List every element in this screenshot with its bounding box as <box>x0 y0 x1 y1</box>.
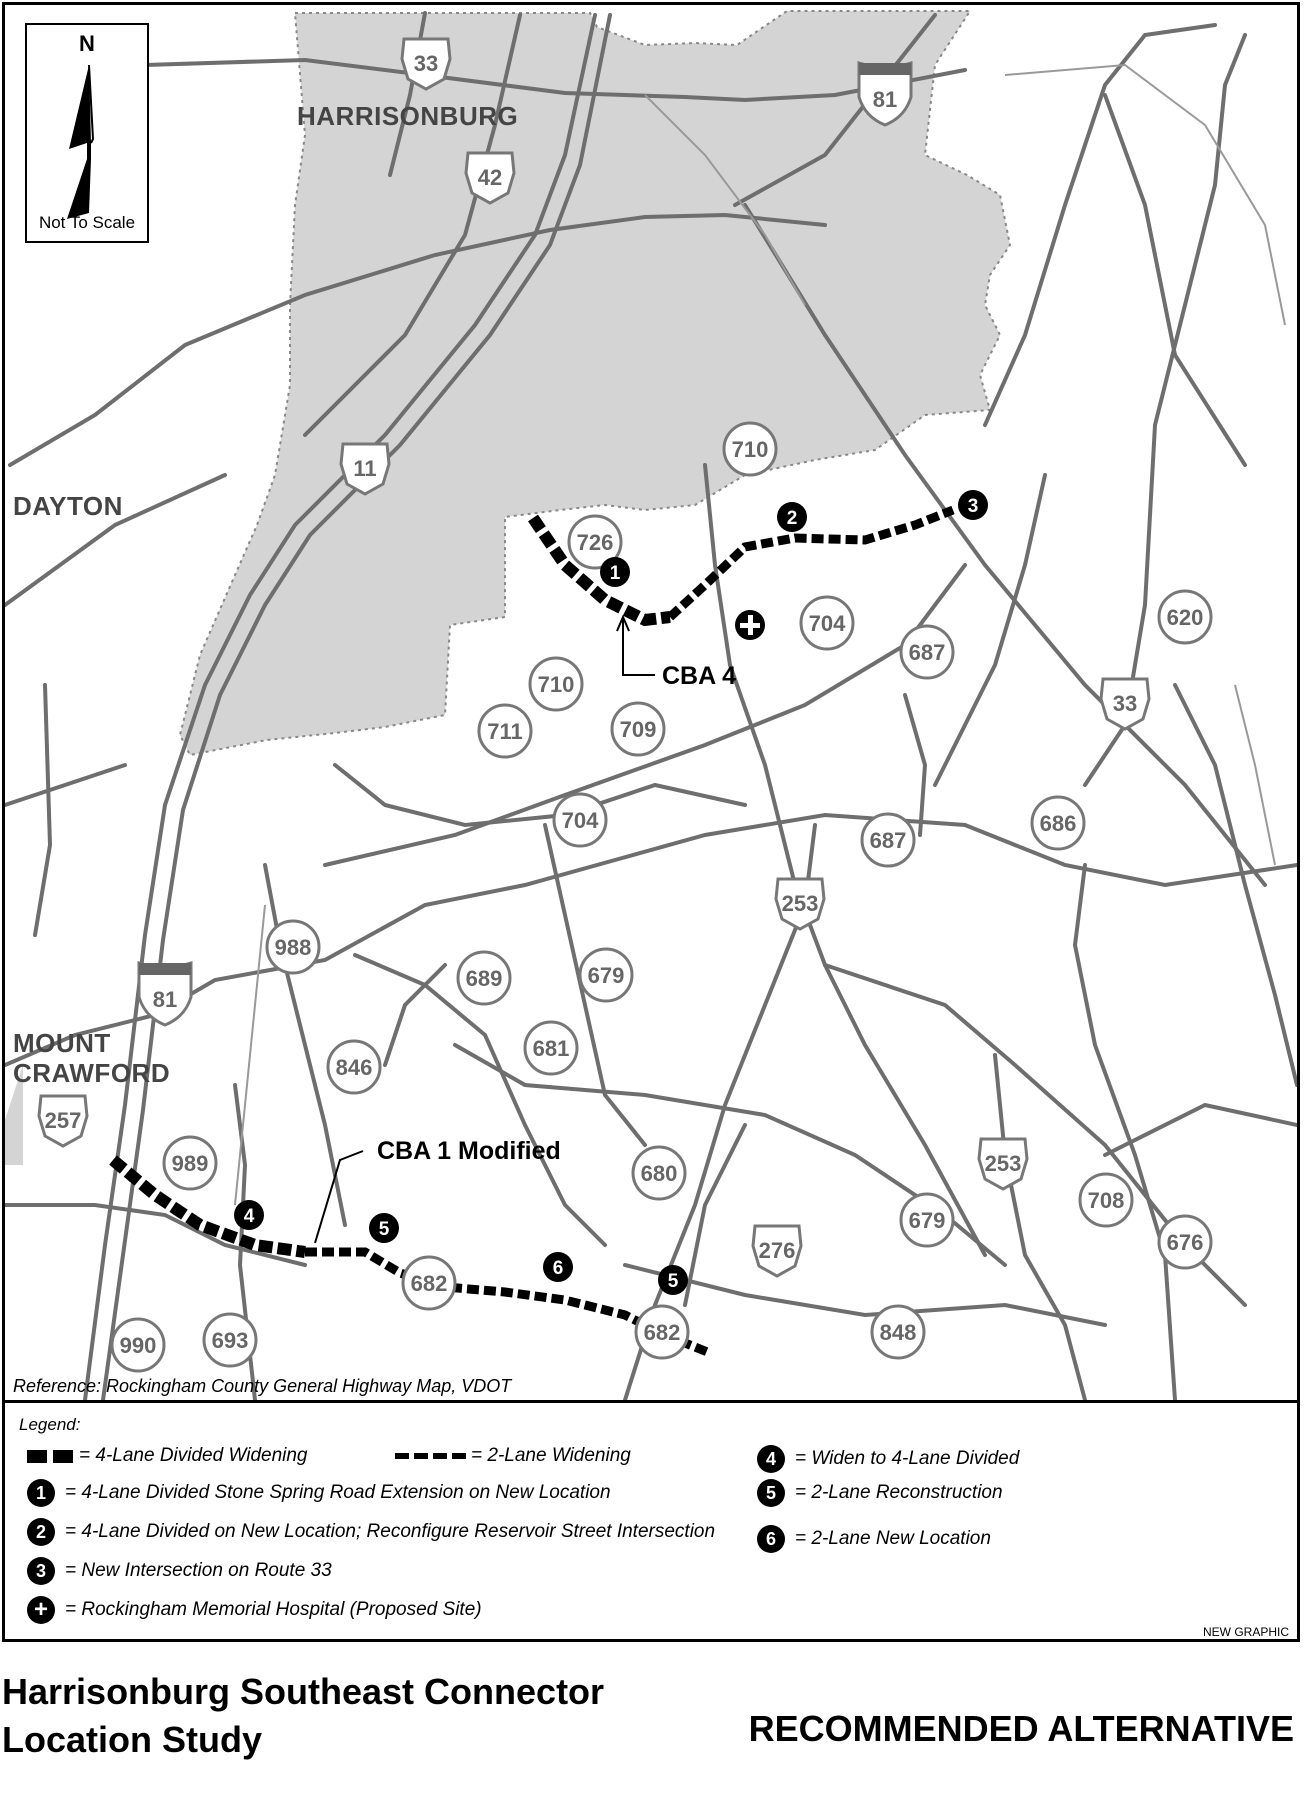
4lane-symbol <box>53 1450 73 1463</box>
route-shield-257 <box>39 1096 87 1146</box>
label-mount: MOUNT <box>13 1028 111 1058</box>
route-number: 81 <box>872 87 898 112</box>
route-number: 990 <box>119 1333 157 1358</box>
route-shield-680 <box>633 1147 685 1199</box>
marker-2 <box>777 502 807 532</box>
study-title-line1: Harrisonburg Southeast Connector <box>2 1671 605 1712</box>
svg-text:5: 5 <box>667 1271 679 1292</box>
legend-item-5 <box>757 1479 1003 1507</box>
4lane-symbol <box>27 1450 47 1463</box>
route-shield-848 <box>872 1306 924 1358</box>
route-number: 711 <box>487 719 523 744</box>
legend-2lane-text: = 2-Lane Widening <box>471 1445 631 1466</box>
route-shield-710 <box>724 423 776 475</box>
marker-1 <box>600 557 630 587</box>
legend-4lane <box>27 1445 308 1467</box>
route-shield-33 <box>1101 679 1149 729</box>
route-number: 709 <box>619 717 657 742</box>
route-shield-709 <box>612 703 664 755</box>
route-shield-679 <box>901 1194 953 1246</box>
route-number: 253 <box>781 891 819 916</box>
route-number: 710 <box>537 672 575 697</box>
legend-item-3 <box>27 1557 332 1585</box>
route-number: 682 <box>410 1271 448 1296</box>
route-number: 679 <box>587 963 625 988</box>
route-number: 693 <box>211 1328 249 1353</box>
route-number: 989 <box>171 1151 209 1176</box>
route-number: 704 <box>561 808 599 833</box>
route-shield-253 <box>979 1139 1027 1189</box>
route-number: 679 <box>908 1208 946 1233</box>
north-arrow-box <box>25 23 149 243</box>
north-arrow-icon <box>27 59 151 219</box>
legend-item-4 <box>757 1445 1019 1473</box>
badge-5: 5 <box>757 1479 785 1507</box>
2lane-symbol <box>452 1453 466 1459</box>
legend-item-text: = 4-Lane Divided Stone Spring Road Extension on New Location <box>65 1482 611 1503</box>
route-shield-711 <box>479 705 531 757</box>
legend-title: Legend: <box>19 1415 81 1434</box>
new-graphic-note: NEW GRAPHIC <box>1202 1625 1289 1639</box>
route-number: 676 <box>1166 1230 1204 1255</box>
route-number: 33 <box>413 51 439 76</box>
svg-text:6: 6 <box>552 1258 564 1279</box>
route-shield-989 <box>164 1137 216 1189</box>
label-crawford: CRAWFORD <box>13 1058 171 1088</box>
route-number: 686 <box>1039 811 1077 836</box>
route-number: 708 <box>1087 1188 1125 1213</box>
hospital-icon <box>735 610 765 640</box>
2lane-symbol <box>395 1453 409 1459</box>
svg-text:1: 1 <box>609 563 621 584</box>
map-reference: Reference: Rockingham County General Highway Map, VDOT <box>13 1376 512 1396</box>
route-number: 687 <box>908 640 946 665</box>
legend-item-text: = Widen to 4-Lane Divided <box>795 1448 1020 1469</box>
route-shield-681 <box>525 1022 577 1074</box>
marker-5 <box>369 1213 399 1243</box>
route-number: 33 <box>1112 691 1138 716</box>
route-number: 620 <box>1166 605 1204 630</box>
marker-3 <box>958 490 988 520</box>
legend-2lane <box>395 1445 631 1467</box>
route-shield-710 <box>530 658 582 710</box>
route-shield-988 <box>267 921 319 973</box>
route-number: 253 <box>984 1151 1022 1176</box>
badge-6: 6 <box>757 1525 785 1553</box>
badge-2: 2 <box>27 1518 55 1546</box>
legend-item-text: = New Intersection on Route 33 <box>65 1560 332 1581</box>
label-cba4: CBA 4 <box>662 662 737 690</box>
legend-4lane-text: = 4-Lane Divided Widening <box>79 1445 308 1466</box>
route-shield-682 <box>636 1306 688 1358</box>
route-number: 687 <box>869 828 907 853</box>
route-number: 710 <box>731 437 769 462</box>
route-shield-679 <box>580 949 632 1001</box>
route-shield-846 <box>328 1041 380 1093</box>
route-number: 846 <box>335 1055 373 1080</box>
marker-6 <box>543 1252 573 1282</box>
route-number: 682 <box>643 1320 681 1345</box>
legend-item-text: = Rockingham Memorial Hospital (Proposed Site) <box>65 1599 482 1620</box>
route-shield-687 <box>862 814 914 866</box>
route-number: 11 <box>353 456 377 481</box>
hospital-icon: + <box>27 1596 55 1624</box>
route-shield-682 <box>403 1257 455 1309</box>
route-shield-708 <box>1080 1174 1132 1226</box>
label-dayton: DAYTON <box>13 491 123 521</box>
svg-text:2: 2 <box>786 508 798 529</box>
route-shield-620 <box>1159 591 1211 643</box>
road-map <box>5 5 1297 1400</box>
route-shield-253 <box>776 879 824 929</box>
scale-note: Not To Scale <box>38 213 136 232</box>
route-number: 681 <box>532 1036 570 1061</box>
map-frame <box>2 2 1300 1642</box>
badge-3: 3 <box>27 1557 55 1585</box>
route-number: 276 <box>758 1238 796 1263</box>
route-number: 988 <box>274 935 312 960</box>
badge-1: 1 <box>27 1479 55 1507</box>
study-title-line2: Location Study <box>2 1719 262 1760</box>
legend-item-text: = 2-Lane New Location <box>795 1528 991 1549</box>
legend-item-hospital <box>27 1596 482 1624</box>
legend-item-6 <box>757 1525 991 1553</box>
legend-item-2 <box>27 1518 715 1546</box>
legend <box>5 1400 1297 1642</box>
route-shield-689 <box>458 952 510 1004</box>
route-shield-686 <box>1032 797 1084 849</box>
legend-item-text: = 2-Lane Reconstruction <box>795 1482 1003 1503</box>
route-number: 257 <box>44 1108 82 1133</box>
route-shield-704 <box>554 794 606 846</box>
route-shield-687 <box>901 626 953 678</box>
svg-text:5: 5 <box>378 1219 390 1240</box>
north-label: N <box>79 31 95 56</box>
route-number: 848 <box>879 1320 917 1345</box>
route-number: 704 <box>808 611 846 636</box>
route-number: 42 <box>477 165 503 190</box>
svg-text:3: 3 <box>967 496 979 517</box>
route-number: 81 <box>152 987 178 1012</box>
route-shield-676 <box>1159 1216 1211 1268</box>
marker-4 <box>234 1200 264 1230</box>
route-shield-990 <box>112 1319 164 1371</box>
route-shield-704 <box>801 597 853 649</box>
legend-item-1 <box>27 1479 611 1507</box>
badge-4: 4 <box>757 1445 785 1473</box>
svg-text:4: 4 <box>243 1206 255 1227</box>
label-harrisonburg: HARRISONBURG <box>297 101 519 131</box>
legend-item-text: = 4-Lane Divided on New Location; Reconfigure Reservoir Street Intersection <box>65 1521 716 1542</box>
label-cba1: CBA 1 Modified <box>377 1137 561 1165</box>
route-number: 680 <box>640 1161 678 1186</box>
route-number: 726 <box>576 530 614 555</box>
route-shield-693 <box>204 1314 256 1366</box>
route-number: 689 <box>465 966 503 991</box>
2lane-symbol <box>414 1453 428 1459</box>
2lane-symbol <box>433 1453 447 1459</box>
recommended-alternative-label: RECOMMENDED ALTERNATIVE <box>748 1708 1294 1749</box>
route-shield-276 <box>753 1226 801 1276</box>
marker-5 <box>658 1265 688 1295</box>
study-title <box>2 1668 604 1764</box>
